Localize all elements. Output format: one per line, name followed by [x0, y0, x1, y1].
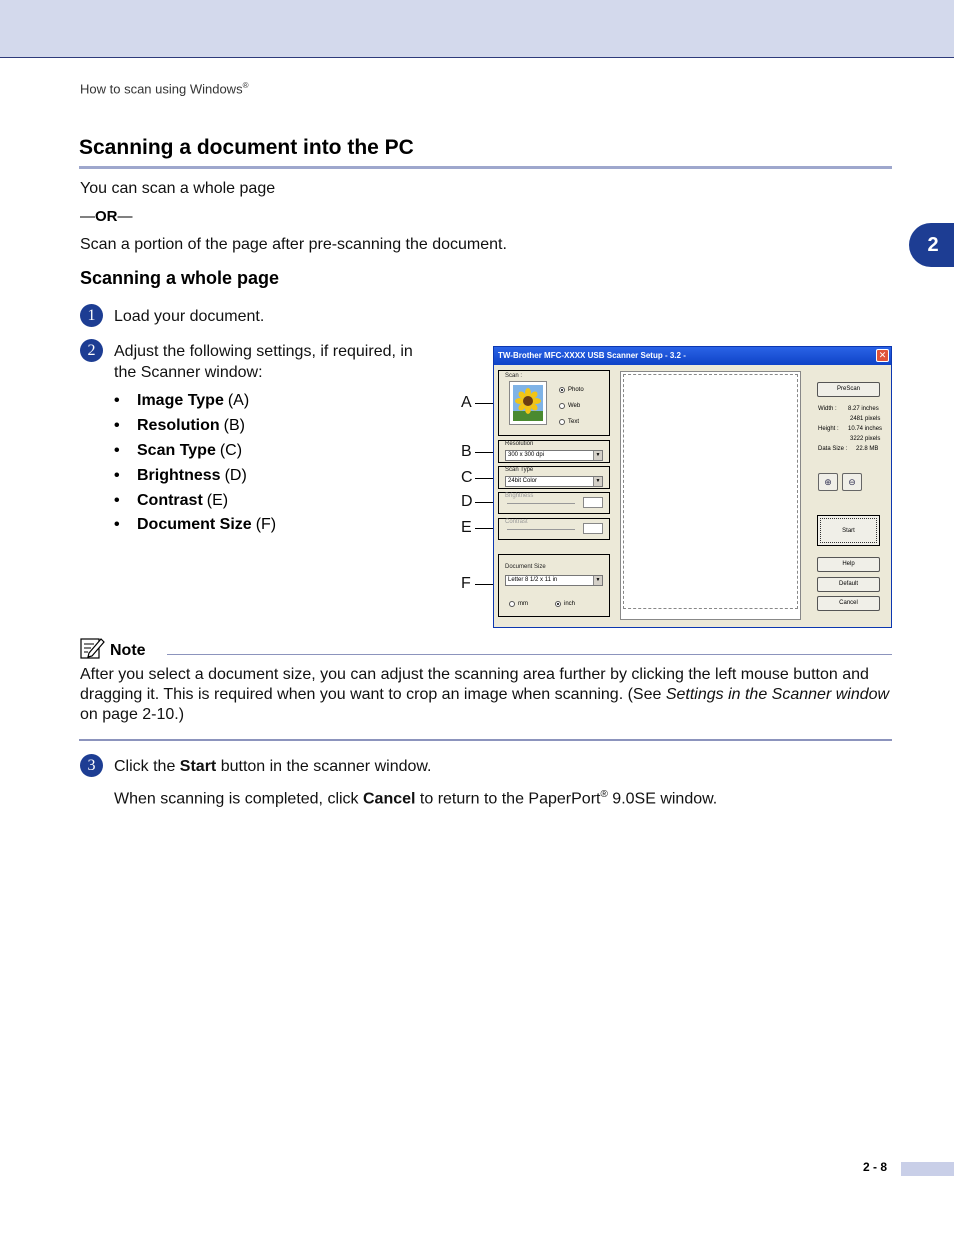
zoom-in-icon[interactable]: ⊕: [818, 473, 838, 491]
window-title-bar: TW-Brother MFC-XXXX USB Scanner Setup - 3.2 -: [494, 347, 891, 365]
scan-preview-area[interactable]: [620, 371, 801, 620]
radio-text[interactable]: Text: [559, 419, 579, 425]
radio-photo[interactable]: Photo: [559, 387, 584, 393]
step-number-1: 1: [80, 304, 103, 327]
resolution-select[interactable]: 300 x 300 dpi ▼: [505, 450, 603, 461]
document-size-group: Document Size Letter 8 1/2 x 11 in ▼ mm inch: [498, 554, 610, 617]
sunflower-thumbnail: [509, 381, 547, 425]
note-heading: Note: [80, 636, 146, 665]
note-body: After you select a document size, you can adjust the scanning area further by clicking the left mouse button and dragging it. This is required when you want to crop an image when scanning. (See Settings in the Scanner window on page 2-10.): [80, 666, 890, 723]
callout-a: A: [461, 394, 472, 411]
callout-f: F: [461, 575, 471, 592]
step-2-text: Adjust the following settings, if required, in the Scanner window:: [114, 343, 413, 381]
note-rule: [167, 654, 892, 655]
callout-d: D: [461, 493, 473, 510]
step-3-text-2: When scanning is completed, click Cancel to return to the PaperPort® 9.0SE window.: [114, 789, 718, 808]
running-head: How to scan using Windows®: [80, 81, 249, 97]
scan-type-select[interactable]: 24bit Color ▼: [505, 476, 603, 487]
intro-text: You can scan a whole page: [80, 180, 276, 197]
top-header-band: [0, 0, 954, 58]
step-3-text: Click the Start button in the scanner window.: [114, 758, 432, 775]
zoom-out-icon[interactable]: ⊖: [842, 473, 862, 491]
callout-b: B: [461, 443, 472, 460]
chapter-tab[interactable]: 2: [909, 223, 954, 267]
section-title-rule: [79, 166, 892, 169]
bullet-contrast: • Contrast (E): [114, 491, 229, 509]
resolution-group: Resolution 300 x 300 dpi ▼: [498, 440, 610, 463]
chevron-down-icon: ▼: [593, 451, 602, 460]
contrast-value-box[interactable]: [583, 523, 603, 534]
callout-e: E: [461, 519, 472, 536]
step-number-2: 2: [80, 339, 103, 362]
contrast-slider[interactable]: [507, 529, 575, 530]
contrast-group: Contrast: [498, 518, 610, 540]
scan-image-type-group: Scan : Photo Web Text: [498, 370, 610, 436]
width-readout: Width : 8.27 inches: [818, 406, 879, 412]
width-pixels: 2481 pixels: [850, 416, 881, 422]
note-end-rule: [79, 739, 892, 741]
radio-mm[interactable]: mm: [509, 601, 528, 607]
callout-c: C: [461, 469, 473, 486]
scanner-setup-window: [493, 346, 892, 628]
brightness-value-box[interactable]: [583, 497, 603, 508]
bullet-document-size: • Document Size (F): [114, 516, 277, 534]
close-icon[interactable]: ✕: [876, 349, 889, 362]
settings-bullet-list: [114, 389, 276, 538]
page-number: 2 - 8: [863, 1160, 888, 1174]
footer-bar: [901, 1162, 954, 1176]
default-button[interactable]: Default: [817, 577, 880, 592]
or-separator: —OR—: [80, 208, 133, 225]
height-pixels: 3222 pixels: [850, 436, 881, 442]
prescan-button[interactable]: PreScan: [817, 382, 880, 397]
radio-inch[interactable]: inch: [555, 601, 575, 607]
help-button[interactable]: Help: [817, 557, 880, 572]
scan-type-group: Scan Type 24bit Color ▼: [498, 466, 610, 489]
bullet-scan-type: • Scan Type (C): [114, 441, 243, 459]
bullet-resolution: • Resolution (B): [114, 417, 245, 435]
bullet-image-type: • Image Type (A): [114, 392, 250, 410]
radio-web[interactable]: Web: [559, 403, 580, 409]
cancel-button[interactable]: Cancel: [817, 596, 880, 611]
note-pencil-icon: [80, 636, 106, 665]
chevron-down-icon: ▼: [593, 477, 602, 486]
brightness-group: Brightness: [498, 492, 610, 514]
bullet-brightness: • Brightness (D): [114, 466, 247, 484]
intro-text-2: Scan a portion of the page after pre-scanning the document.: [80, 236, 507, 253]
subsection-title: Scanning a whole page: [80, 268, 280, 288]
start-button[interactable]: Start: [817, 515, 880, 546]
brightness-slider[interactable]: [507, 503, 575, 504]
height-readout: Height : 10.74 inches: [818, 426, 883, 432]
step-number-3: 3: [80, 754, 103, 777]
section-title: Scanning a document into the PC: [79, 136, 414, 159]
step-1-text: Load your document.: [114, 308, 265, 325]
chevron-down-icon: ▼: [593, 576, 602, 585]
data-size-readout: Data Size : 22.8 MB: [818, 446, 879, 452]
scan-area-selection[interactable]: [623, 374, 798, 609]
document-size-select[interactable]: Letter 8 1/2 x 11 in ▼: [505, 575, 603, 586]
